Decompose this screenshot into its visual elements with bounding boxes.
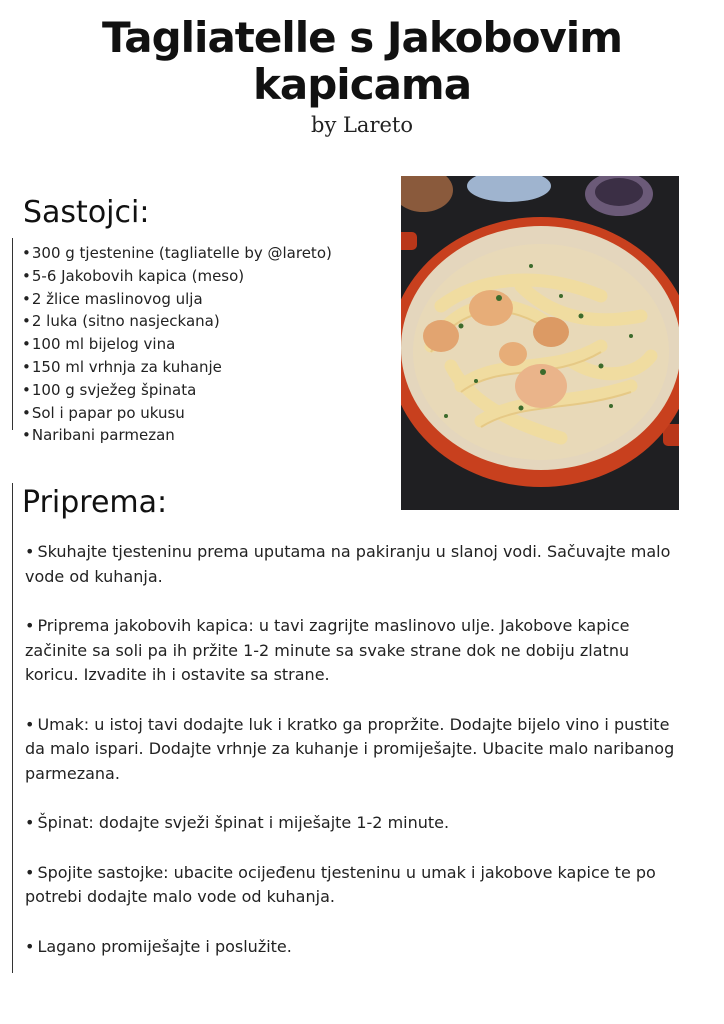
ingredients-heading: Sastojci: xyxy=(23,195,150,230)
ingredients-divider xyxy=(12,238,13,430)
preparation-heading: Priprema: xyxy=(22,485,168,520)
step-item: • Spojite sastojke: ubacite ocijeđenu tjesteninu u umak i jakobove kapice te po potrebi dodajte malo vode od kuhanja. xyxy=(25,861,675,910)
step-item: • Priprema jakobovih kapica: u tavi zagrijte maslinovo ulje. Jakobove kapice začinite sa soli pa ih pržite 1-2 minute sa svake strane dok ne dobiju zlatnu koricu. Izvadite ih i ostavite sa strane. xyxy=(25,614,675,688)
step-item: • Špinat: dodajte svježi špinat i miješajte 1-2 minute. xyxy=(25,811,675,836)
preparation-divider xyxy=(12,483,13,973)
ingredient-item: • 300 g tjestenine (tagliatelle by @lareto) xyxy=(22,242,332,265)
title-line-2: kapicama xyxy=(252,60,472,109)
byline: by Lareto xyxy=(311,113,413,137)
ingredient-item: • 100 ml bijelog vina xyxy=(22,333,332,356)
pasta-pan-illustration xyxy=(401,176,679,510)
ingredient-item: • 2 žlice maslinovog ulja xyxy=(22,288,332,311)
ingredient-item: • 150 ml vrhnja za kuhanje xyxy=(22,356,332,379)
ingredients-list xyxy=(22,242,332,447)
ingredient-item: • Sol i papar po ukusu xyxy=(22,402,332,425)
ingredient-item: • Naribani parmezan xyxy=(22,424,332,447)
preparation-steps xyxy=(25,540,675,984)
ingredient-item: • 100 g svježeg špinata xyxy=(22,379,332,402)
step-item: • Skuhajte tjesteninu prema uputama na pakiranju u slanoj vodi. Sačuvajte malo vode od kuhanja. xyxy=(25,540,675,589)
title-line-1: Tagliatelle s Jakobovim xyxy=(102,13,622,62)
step-item: • Umak: u istoj tavi dodajte luk i kratko ga propržite. Dodajte bijelo vino i pustite da malo ispari. Dodajte vrhnje za kuhanje i promiješajte. Ubacite malo naribanog parmezana. xyxy=(25,713,675,787)
ingredient-item: • 5-6 Jakobovih kapica (meso) xyxy=(22,265,332,288)
step-item: • Lagano promiješajte i poslužite. xyxy=(25,935,675,960)
ingredient-item: • 2 luka (sitno nasjeckana) xyxy=(22,310,332,333)
recipe-title xyxy=(0,14,724,108)
dish-photo xyxy=(401,176,679,510)
